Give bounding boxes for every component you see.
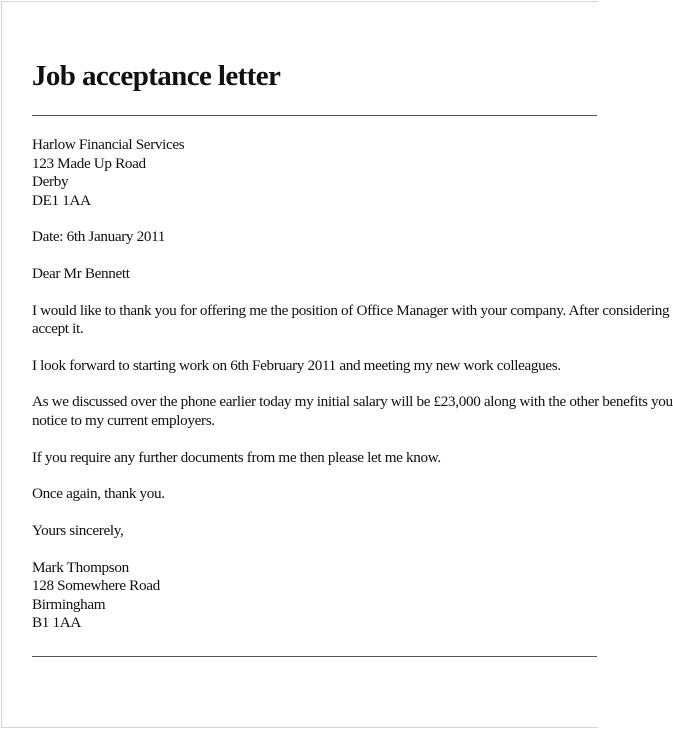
signature-line: Birmingham <box>32 595 106 613</box>
paragraph-start-date <box>32 357 632 376</box>
sender-address-line: 123 Made Up Road <box>32 154 146 172</box>
date-text: Date: 6th January 2011 <box>32 228 166 246</box>
paragraph-line: accept it. <box>32 320 84 338</box>
signature-line: Mark Thompson <box>32 558 129 576</box>
signature-line: 128 Somewhere Road <box>32 577 160 595</box>
signature-line: B1 1AA <box>32 614 81 632</box>
letter-page <box>1 1 673 728</box>
paragraph-line: If you require any further documents from me then please let me know. <box>32 448 441 466</box>
sender-address <box>32 136 632 210</box>
closing-thanks <box>32 485 632 504</box>
salutation-text: Dear Mr Bennett <box>32 264 130 282</box>
letter-body <box>32 136 673 633</box>
top-divider <box>32 115 597 116</box>
sign-off <box>32 522 632 541</box>
paragraph-line: notice to my current employers. <box>32 411 215 429</box>
sign-off-text: Yours sincerely, <box>32 522 124 539</box>
sender-address-line: DE1 1AA <box>32 191 91 209</box>
paragraph-documents <box>32 449 632 468</box>
paragraph-line: As we discussed over the phone earlier today my initial salary will be £23,000 along with the other benefits you <box>32 393 673 411</box>
sender-address-line: Derby <box>32 173 69 190</box>
sender-address-line: Harlow Financial Services <box>32 136 185 153</box>
paragraph-thanks <box>32 301 670 339</box>
closing-thanks-text: Once again, thank you. <box>32 485 165 503</box>
paragraph-line: I look forward to starting work on 6th February 2011 and meeting my new work colleagues. <box>32 356 561 374</box>
bottom-divider <box>32 656 597 657</box>
signature-block <box>32 559 632 633</box>
page-title: Job acceptance letter <box>32 60 281 92</box>
salutation <box>32 265 632 284</box>
date-line <box>32 228 632 247</box>
paragraph-salary <box>32 393 673 430</box>
paragraph-line: I would like to thank you for offering me the position of Office Manager with your company. After considering <box>32 301 670 319</box>
